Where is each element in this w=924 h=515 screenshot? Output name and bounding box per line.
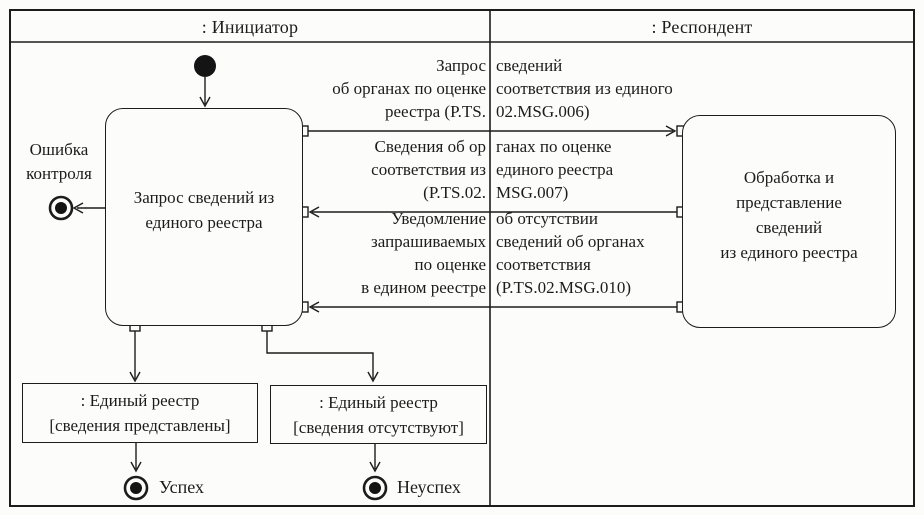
message-label-msg007 bbox=[0, 135, 924, 204]
message-label-right-part: сведений соответствия из единого 02.MSG.006) bbox=[496, 56, 673, 121]
error-label-line: контроля bbox=[26, 164, 92, 183]
message-label-left-part: Запрос об органах по оценке реестра (P.TS. bbox=[332, 56, 486, 121]
message-label-left-part: Уведомление запрашиваемых по оценке в едином реестре bbox=[361, 209, 486, 297]
message-arrow-msg010 bbox=[310, 302, 677, 312]
object-registry-data-represented bbox=[22, 383, 258, 443]
activity-label-line: Обработка и bbox=[743, 167, 835, 187]
activity-label-line: Запрос сведений из bbox=[133, 188, 275, 207]
message-label-msg010 bbox=[0, 207, 924, 299]
object-label-line: [сведения представлены] bbox=[49, 416, 231, 435]
object-label-line: : Единый реестр bbox=[319, 392, 438, 412]
flow-arrow-failure bbox=[370, 444, 380, 471]
object-label-line: [сведения отсутствуют] bbox=[293, 417, 464, 437]
message-label-msg006 bbox=[0, 54, 924, 123]
activity-label-line: представление bbox=[736, 192, 842, 212]
message-label-right-part: об отсутствии сведений об органах соответствия (P.TS.02.MSG.010) bbox=[496, 209, 645, 297]
error-label-line: Ошибка bbox=[29, 140, 89, 159]
flow-arrow-absent bbox=[267, 331, 378, 381]
message-label-left-part: Сведения об ор соответствия из (P.TS.02. bbox=[371, 137, 486, 202]
message-label-right-part: ганах по оценке единого реестра MSG.007) bbox=[496, 137, 614, 202]
failure-outcome-label: Неуспех bbox=[397, 477, 461, 497]
activity-label-line: из единого реестра bbox=[720, 242, 858, 262]
activity-label-line: единого реестра bbox=[145, 213, 263, 232]
lane-header-initiator: : Инициатор bbox=[201, 16, 299, 37]
object-registry-data-absent bbox=[270, 385, 487, 444]
success-outcome-label: Успех bbox=[159, 477, 204, 497]
lane-header-respondent: : Респондент bbox=[651, 16, 753, 37]
success-final-node-icon bbox=[125, 477, 147, 499]
object-label-line: : Единый реестр bbox=[80, 391, 200, 410]
flow-arrow-success bbox=[131, 443, 141, 471]
flow-arrow-represented bbox=[130, 331, 140, 381]
failure-final-node-icon bbox=[364, 477, 386, 499]
activity-label-line: сведений bbox=[755, 217, 823, 237]
